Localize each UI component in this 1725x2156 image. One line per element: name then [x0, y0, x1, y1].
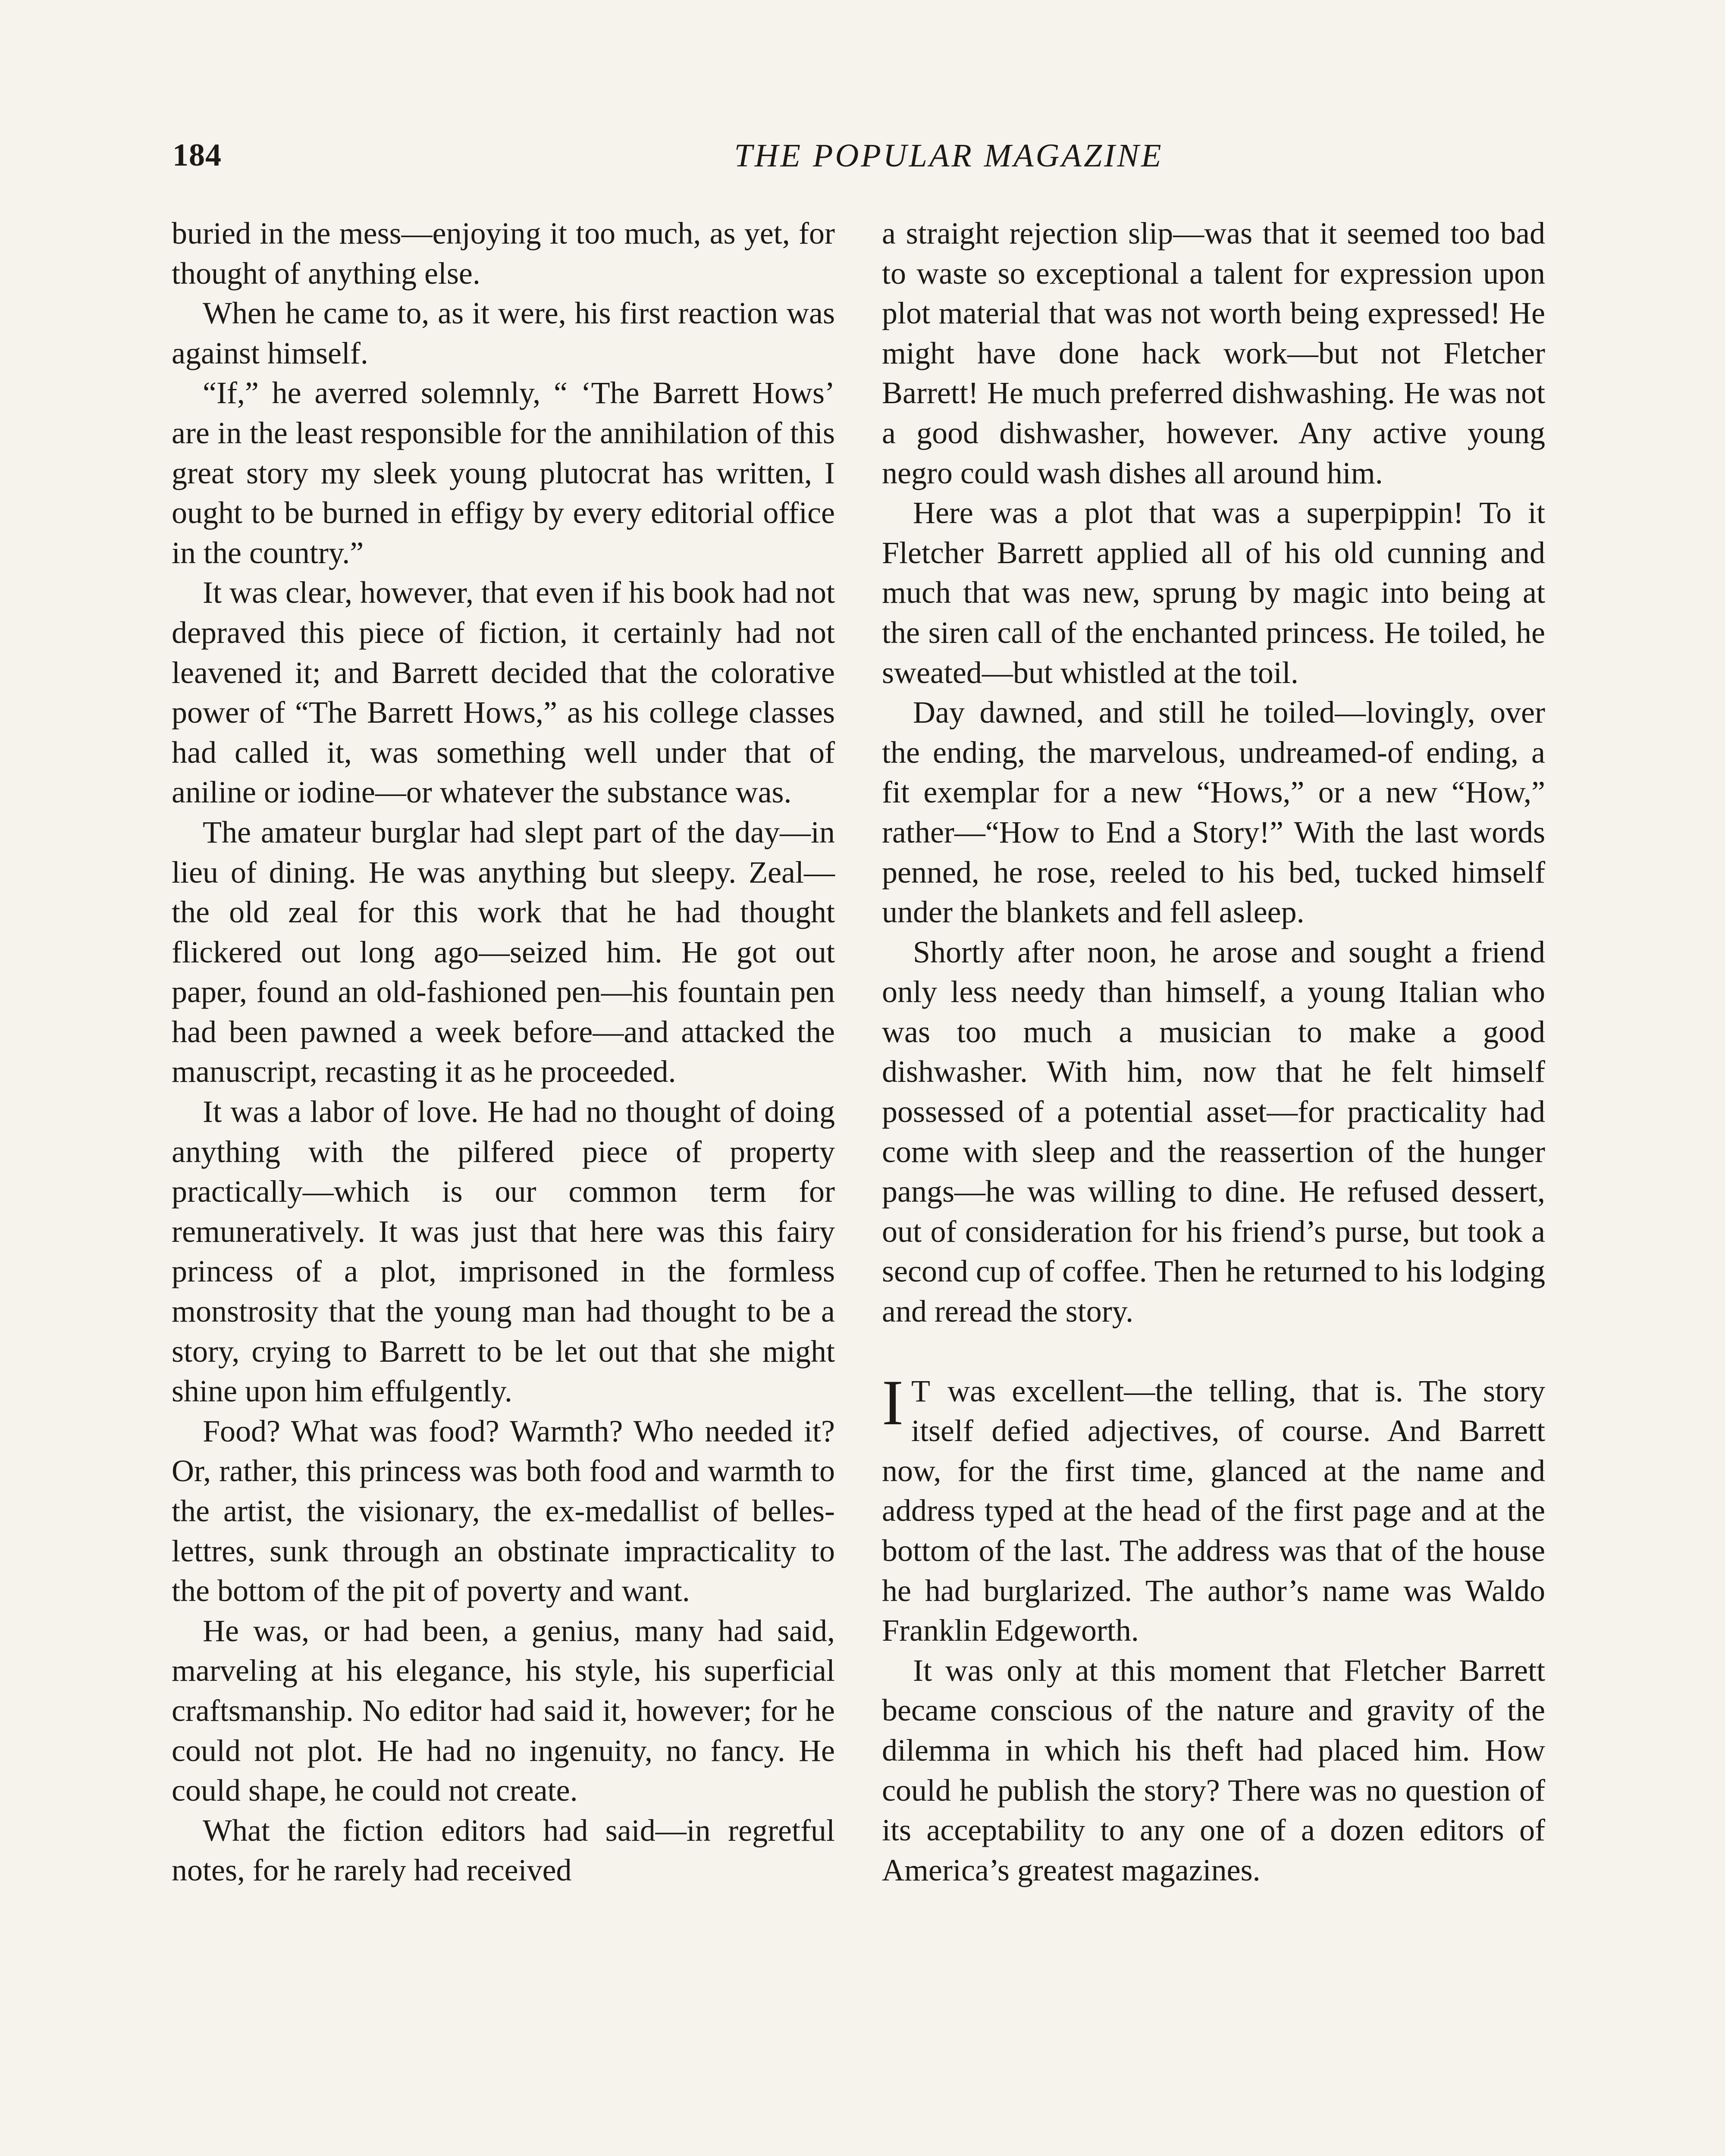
paragraph: “If,” he averred solemnly, “ ‘The Barrett Hows’ are in the least responsible for the annihilation of this great story my sleek young plutocrat has written, I ought to be burned in effigy by every editorial office in the country.”: [172, 376, 835, 570]
paragraph: What the fiction editors had said—in regretful notes, for he rarely had received: [172, 1813, 835, 1888]
right-column: [882, 213, 1545, 1890]
running-head: THE POPULAR MAGAZINE: [734, 138, 1164, 174]
paragraph: Day dawned, and still he toiled—lovingly, over the ending, the marvelous, undreamed-of ending, a fit exemplar for a new “Hows,” or a new “How,” rather—“How to End a Story!” With the last words penned, he rose, reeled to his bed, tucked himself under the blankets and fell asleep.: [882, 695, 1545, 930]
paragraph: He was, or had been, a genius, many had said, marveling at his elegance, his style, his superficial craftsmanship. No editor had said it, however; for he could not plot. He had no ingenuity, no fancy. He could shape, he could not create.: [172, 1613, 835, 1808]
paragraph: It was only at this moment that Fletcher Barrett became conscious of the nature and gravity of the dilemma in which his theft had placed him. How could he publish the story? There was no question of its acceptability to any one of a dozen editors of America’s greatest magazines.: [882, 1653, 1545, 1887]
paragraph: It was a labor of love. He had no thought of doing anything with the pilfered piece of property practically—which is our common term for remuneratively. It was just that here was this fairy princess of a plot, imprisoned in the formless monstrosity that the young man had thought to be a story, crying to Barrett to be let out that she might shine upon him effulgently.: [172, 1094, 835, 1409]
page-header: [172, 137, 1583, 185]
drop-cap-continuation: T: [911, 1373, 932, 1408]
paragraph: The amateur burglar had slept part of the day—in lieu of dining. He was anything but sleepy. Zeal—the old zeal for this work that he had thought flickered out long ago—seized him. He got out paper, found an old-fashioned pen—his fountain pen had been pawned a week before—and attacked the manuscript, recasting it as he proceeded.: [172, 815, 835, 1089]
paragraph: Here was a plot that was a superpippin! To it Fletcher Barrett applied all of his old cunning and much that was new, sprung by magic into being at the siren call of the enchanted princess. He toiled, he sweated—but whistled at the toil.: [882, 495, 1545, 690]
paragraph: Food? What was food? Warmth? Who needed it? Or, rather, this princess was both food and warmth to the artist, the visionary, the ex-medallist of belles-lettres, sunk through an obstinate impracticality to the bottom of the pit of poverty and want.: [172, 1413, 835, 1608]
paragraph: It was clear, however, that even if his book had not depraved this piece of fiction, it certainly had not leavened it; and Barrett decided that the colorative power of “The Barrett Hows,” as his college classes had called it, was something well under that of aniline or iodine—or whatever the substance was.: [172, 575, 835, 810]
paragraph: a straight rejection slip—was that it seemed too bad to waste so exceptional a talent for expression upon plot material that was not worth being expressed! He might have done hack work—but not Fletcher Barrett! He much preferred dishwashing. He was not a good dishwasher, however. Any active young negro could wash dishes all around him.: [882, 216, 1545, 490]
page-number: 184: [172, 138, 222, 173]
drop-cap: I: [882, 1366, 903, 1438]
paragraph: Shortly after noon, he arose and sought a friend only less needy than himself, a young Italian who was too much a musician to make a good dishwasher. With him, now that he felt himself possessed of a potential asset—for practicality had come with sleep and the reassertion of the hunger pangs—he was willing to dine. He refused dessert, out of consideration for his friend’s purse, but took a second cup of coffee. Then he returned to his lodging and reread the story.: [882, 934, 1545, 1329]
paragraph-text: was excellent—the telling, that is. The story itself defied adjectives, of course. And Barrett now, for the first time, glanced at the name and address typed at the head of the first page and at the bottom of the last. The address was that of the house he had burglarized. The author’s name was Waldo Franklin Edgeworth.: [882, 1373, 1545, 1648]
paragraph: When he came to, as it were, his first reaction was against himself.: [172, 296, 835, 370]
left-column: [172, 213, 835, 1890]
paragraph: buried in the mess—enjoying it too much, as yet, for thought of anything else.: [172, 216, 835, 291]
section-opening-paragraph: [882, 1366, 1545, 1651]
